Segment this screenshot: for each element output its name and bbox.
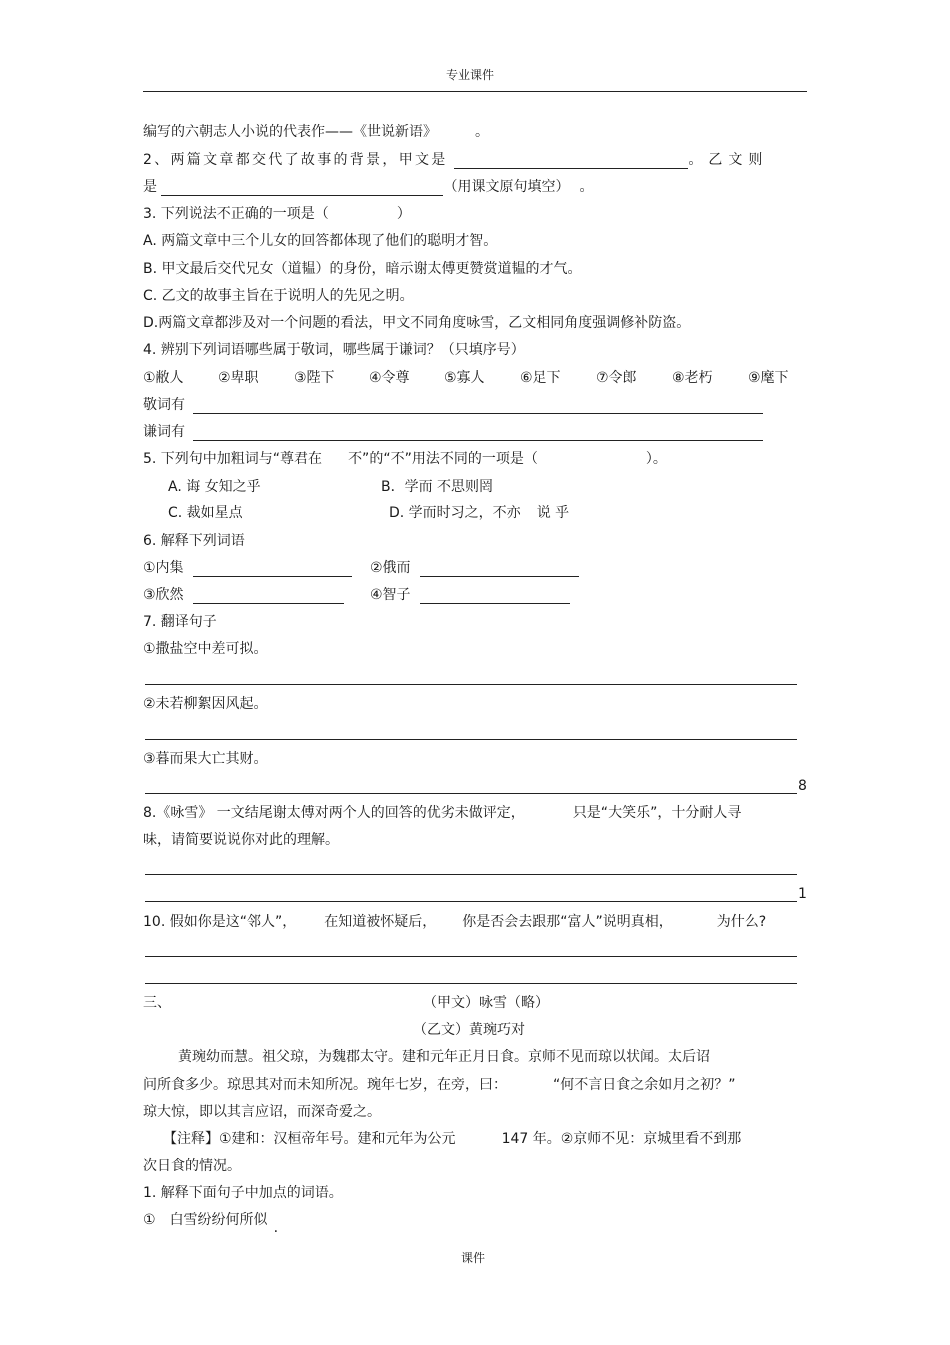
q3-stem-text: 3. 下列说法不正确的一项是（	[143, 206, 329, 222]
intro-line	[143, 123, 489, 141]
q2-line2-start: 是	[143, 179, 157, 195]
q6-blank-3[interactable]	[193, 603, 344, 604]
q4-word-2: ②卑职	[218, 370, 259, 386]
q5-stem-b: 不”的“不”用法不同的一项是（	[348, 451, 538, 467]
q10-answer-line-1[interactable]	[145, 956, 797, 957]
q6-item-2: ②俄而	[370, 560, 411, 576]
q3-stem-end: ）	[396, 206, 411, 222]
note-line-1a: 【注释】①建和：汉桓帝年号。建和元年为公元	[163, 1131, 456, 1147]
q6-item-4: ④智子	[370, 587, 411, 603]
q5-stem	[143, 450, 667, 468]
q7-sentence-2: ②未若柳絮因风起。	[143, 696, 268, 712]
q6-blank-4[interactable]	[420, 603, 570, 604]
q4-stem: 4. 辨别下列词语哪些属于敬词，哪些属于谦词？（只填序号）	[143, 342, 525, 358]
q10-answer-line-2[interactable]	[145, 983, 797, 984]
note-line-1	[163, 1130, 741, 1148]
section3-label: 三、	[143, 995, 171, 1011]
q4-word-1: ①敝人	[143, 370, 184, 386]
q2-end: 。	[579, 179, 594, 195]
q6-stem: 6. 解释下列词语	[143, 533, 245, 549]
page-footer-label: 课件	[461, 1251, 486, 1265]
header-rule	[143, 91, 807, 92]
q4-word-9: ⑨麾下	[748, 370, 789, 386]
s3-q1-item-num: ①	[143, 1212, 156, 1228]
passage-line-3: 琼大惊，即以其言应诏，而深奇爱之。	[143, 1104, 381, 1120]
note-line-1b: 147 年。②京师不见：京城里看不到那	[501, 1131, 742, 1147]
q5-stem-end: ）。	[645, 451, 667, 467]
intro-text: 编写的六朝志人小说的代表作——《世说新语》	[143, 124, 437, 140]
q3-option-b: B. 甲文最后交代兄女（道韫）的身份，暗示谢太傅更赞赏道韫的才气。	[143, 261, 582, 277]
page-header-title: 专业课件	[446, 68, 495, 82]
q4-respect-blank[interactable]	[193, 413, 763, 414]
passage-line-1: 黄琬幼而慧。祖父琼，为魏郡太守。建和元年正月日食。京师不见而琼以状闻。太后诏	[178, 1049, 710, 1065]
q2-mid: 。乙文则	[688, 152, 769, 168]
q4-word-8: ⑧老朽	[672, 370, 713, 386]
q5-stem-a: 5. 下列句中加粗词与“尊君在	[143, 451, 323, 467]
q7-stem: 7. 翻译句子	[143, 614, 217, 630]
q4-humble-label: 谦词有	[143, 424, 185, 440]
q2-blank-2[interactable]	[161, 181, 443, 196]
q3-option-d: D.两篇文章都涉及对一个问题的看法，甲文不同角度咏雪，乙文相同角度强调修补防盗。	[143, 315, 691, 331]
s3-q1-item	[143, 1211, 279, 1236]
margin-mark-8: 8	[798, 778, 807, 794]
passage-line-2	[143, 1076, 736, 1094]
q6-item-1: ①内集	[143, 560, 184, 576]
q6-blank-2[interactable]	[420, 576, 579, 577]
q10-stem	[143, 913, 766, 931]
q2-prefix: 2、两篇文章都交代了故事的背景，甲文是	[143, 152, 448, 168]
q2-line1	[143, 151, 768, 169]
q10-part-2: 在知道被怀疑后，	[324, 914, 437, 930]
q4-humble-blank[interactable]	[193, 440, 763, 441]
q7-answer-line-3[interactable]	[145, 793, 797, 794]
q3-option-a: A. 两篇文章中三个儿女的回答都体现了他们的聪明才智。	[143, 233, 498, 249]
q4-word-5: ⑤寡人	[444, 370, 485, 386]
q5-option-a: A. 诲 女知之乎	[168, 479, 261, 495]
q5-option-d	[389, 504, 569, 522]
q2-line2	[143, 178, 593, 196]
q5-option-d-tail: 说 乎	[536, 505, 570, 521]
emphasis-dot: .	[273, 1220, 279, 1236]
q7-answer-line-1[interactable]	[145, 684, 797, 685]
q2-hint: （用课文原句填空）	[443, 179, 570, 195]
q10-part-1: 10. 假如你是这“邻人”，	[143, 914, 297, 930]
margin-mark-1: 1	[798, 886, 807, 902]
q8-line1-b: 只是“大笑乐”，十分耐人寻	[572, 805, 742, 821]
q6-blank-1[interactable]	[193, 576, 352, 577]
q7-sentence-3: ③暮而果大亡其财。	[143, 751, 268, 767]
q10-part-4: 为什么?	[716, 914, 767, 930]
q8-answer-line-1[interactable]	[145, 874, 797, 875]
section3-title-a: （甲文）咏雪（略）	[423, 995, 549, 1011]
passage-line-2b: “何不言日食之余如月之初？”	[553, 1077, 736, 1093]
q4-word-7: ⑦令郎	[596, 370, 637, 386]
q3-option-c: C. 乙文的故事主旨在于说明人的先见之明。	[143, 288, 414, 304]
q3-stem	[143, 205, 411, 223]
q8-answer-line-2[interactable]	[145, 901, 797, 902]
q4-word-6: ⑥足下	[520, 370, 561, 386]
q7-answer-line-2[interactable]	[145, 739, 797, 740]
q8-line1-a: 8.《咏雪》 一文结尾谢太傅对两个人的回答的优劣未做评定，	[143, 805, 525, 821]
q10-part-3: 你是否会去跟那“富人”说明真相，	[462, 914, 673, 930]
q5-option-c: C. 裁如星点	[168, 505, 243, 521]
q7-sentence-1: ①撒盐空中差可拟。	[143, 641, 268, 657]
q8-line-1	[143, 804, 741, 822]
q5-option-b: B．学而 不思则罔	[381, 479, 494, 495]
q6-item-3: ③欣然	[143, 587, 184, 603]
s3-q1-item-text: 白雪纷纷何所似	[169, 1212, 268, 1228]
section3-title-b: （乙文）黄琬巧对	[413, 1022, 525, 1038]
intro-end: 。	[475, 124, 489, 140]
s3-q1-stem: 1. 解释下面句子中加点的词语。	[143, 1185, 343, 1201]
q8-line-2: 味，请简要说说你对此的理解。	[143, 832, 339, 848]
q4-word-3: ③陛下	[294, 370, 335, 386]
q4-word-4: ④令尊	[369, 370, 410, 386]
passage-line-2a: 问所食多少。琼思其对而未知所况。琬年七岁，在旁，曰：	[143, 1077, 507, 1093]
note-line-2: 次日食的情况。	[143, 1158, 241, 1174]
q5-option-d-text: D. 学而时习之，不亦	[389, 505, 521, 521]
q4-respect-label: 敬词有	[143, 397, 185, 413]
q2-blank-1[interactable]	[454, 154, 688, 169]
